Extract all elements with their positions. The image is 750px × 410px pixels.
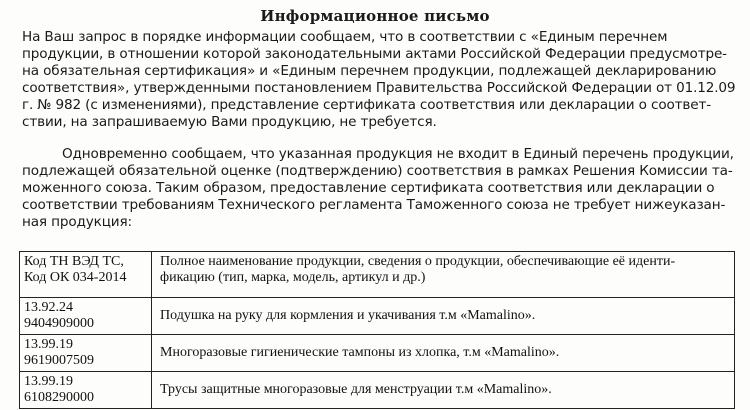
code-line: 9619007509 xyxy=(24,353,94,368)
description-cell: Многоразовые гигиенические тампоны из хлопка, т.м «Mamalino». xyxy=(152,335,735,372)
paragraph-line: На Ваш запрос в порядке информации сообщаем, что в соответствии с «Единым перечнем xyxy=(22,29,668,45)
header-code-line: Код ОК 034-2014 xyxy=(24,270,127,285)
table-row xyxy=(20,298,735,335)
code-line: 13.92.24 xyxy=(24,300,73,315)
code-cell xyxy=(20,372,152,409)
paragraph-main xyxy=(22,29,735,131)
paragraph-line: на обязательная сертификация» и «Единым перечнем продукции, подлежащей декларированию xyxy=(22,63,717,79)
code-cell xyxy=(20,335,152,372)
paragraph-line: соответствия», утвержденными постановлением Правительства Российской Федерации от 01.12.09 xyxy=(22,80,736,96)
paragraph-line: подлежащей обязательной оценке (подтверждению) соответствия в рамках Решения Комиссии та- xyxy=(22,163,733,179)
table-row xyxy=(20,335,735,372)
code-cell xyxy=(20,298,152,335)
paragraph-line: г. № 982 (с изменениями), представление сертификата соответствия или декларации о соответ- xyxy=(22,97,712,113)
paragraph-line: продукции, в отношении которой законодательными актами Российской Федерации предусмотре- xyxy=(22,46,727,62)
header-code-cell xyxy=(20,252,152,298)
product-codes-table xyxy=(19,251,735,409)
table-header-row xyxy=(20,252,735,298)
code-line: 6108290000 xyxy=(24,390,94,405)
paragraph-line: соответствии требованиям Технического регламента Таможенного союза не требует нижеуказан- xyxy=(22,197,726,213)
paragraph-line: ная продукция: xyxy=(22,214,132,230)
header-description-line: фикацию (тип, марка, модель, артикул и др.) xyxy=(160,270,426,285)
paragraph-secondary xyxy=(22,146,734,231)
header-description-cell xyxy=(152,252,735,298)
description-cell: Трусы защитные многоразовые для менструации т.м «Mamalino». xyxy=(152,372,735,409)
paragraph-line: моженного союза. Таким образом, предоставление сертификата соответствия или декларации о xyxy=(22,180,715,196)
table-row xyxy=(20,372,735,409)
code-line: 13.99.19 xyxy=(24,337,73,352)
paragraph-line: Одновременно сообщаем, что указанная продукция не входит в Единый перечень продукции, xyxy=(62,146,734,162)
description-cell: Подушка на руку для кормления и укачивания т.м «Mamalino». xyxy=(152,298,735,335)
code-line: 9404909000 xyxy=(24,316,94,331)
letter-title: Информационное письмо xyxy=(260,7,490,25)
paragraph-line: ствии, на запрашиваемую Вами продукцию, не требуется. xyxy=(22,114,437,130)
code-line: 13.99.19 xyxy=(24,374,73,389)
header-description-line: Полное наименование продукции, сведения о продукции, обеспечивающие её иденти- xyxy=(160,254,676,269)
header-code-line: Код ТН ВЭД ТС, xyxy=(24,254,124,269)
